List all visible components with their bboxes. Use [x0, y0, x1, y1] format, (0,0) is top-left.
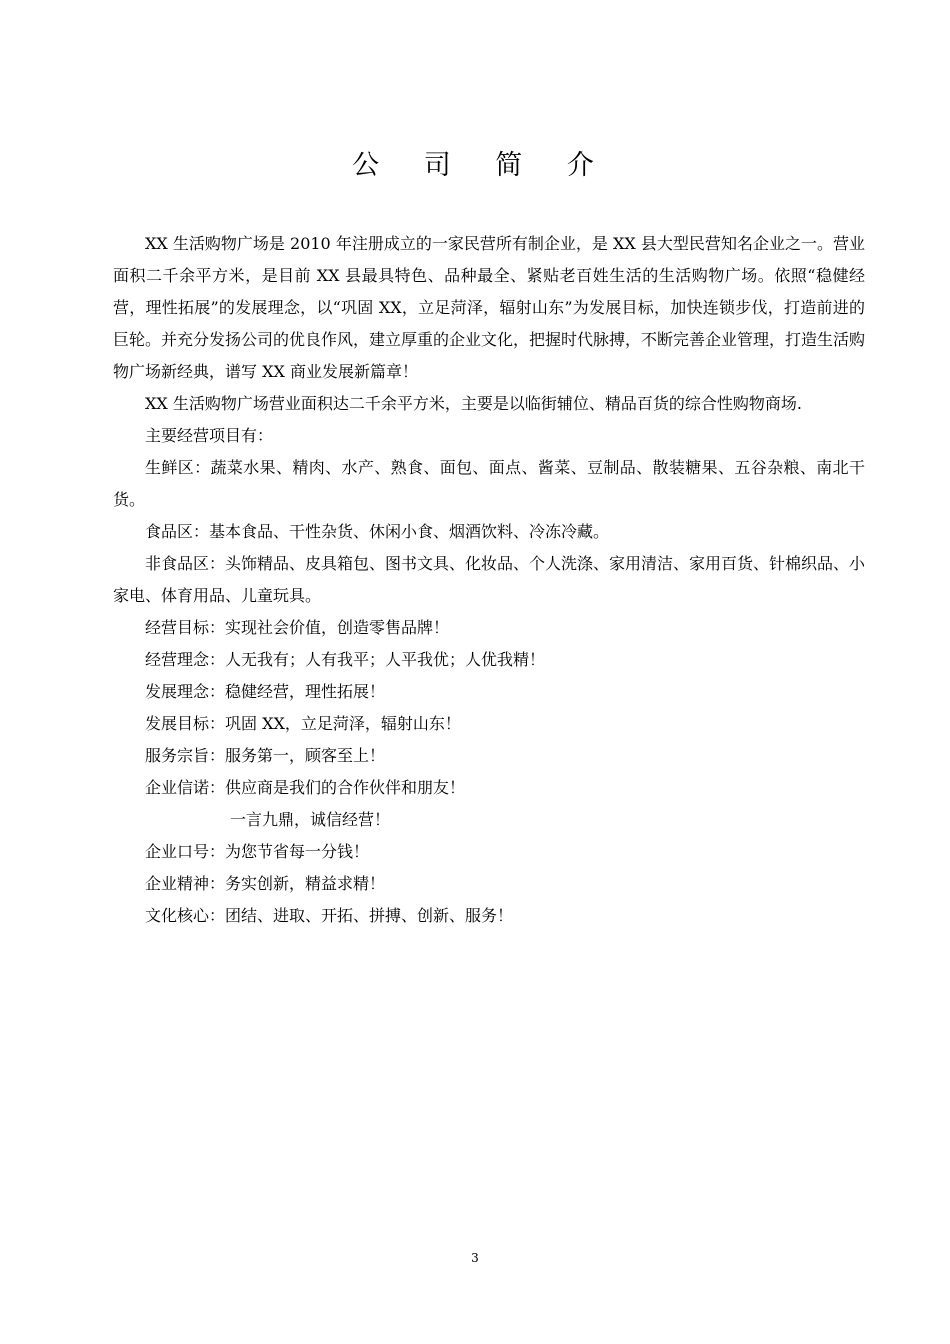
- motto-spirit: 企业精神：务实创新，精益求精！: [145, 874, 386, 893]
- motto-slogan: 企业口号：为您节省每一分钱！: [145, 842, 370, 861]
- motto-business-goal: 经营目标：实现社会价值，创造零售品牌！: [145, 618, 450, 637]
- intro-paragraph: XX 生活购物广场是 2010 年注册成立的一家民营所有制企业，是 XX 县大型民营知名企业之一。营业面积二千余平方米，是目前 XX 县最具特色、品种最全、紧贴老百姓生活的生活购物广场。依照“稳健经营，理性拓展”的发展理念，以“巩固 XX，立足菏泽，辐射山东”为发展目标，加快连锁步伐，打造前进的巨轮。并充分发扬公司的优良作风，建立厚重的企业文化，把握时代脉搏，不断完善企业管理，打造生活购物广场新经典，谱写 XX 商业发展新篇章！: [113, 234, 866, 381]
- motto-business-philosophy: 经营理念：人无我有；人有我平；人平我优；人优我精！: [145, 650, 546, 669]
- motto-promise-continued: 一言九鼎，诚信经营！: [230, 810, 391, 829]
- category-nonfood: 非食品区：头饰精品、皮具箱包、图书文具、化妆品、个人洗涤、家用清洁、家用百货、针棉织品、小家电、体育用品、儿童玩具。: [113, 554, 866, 605]
- page-number: 3: [471, 1251, 479, 1265]
- motto-development-philosophy: 发展理念：稳健经营，理性拓展！: [145, 682, 386, 701]
- page-title: 公 司 简 介: [352, 150, 612, 181]
- category-food: 食品区：基本食品、干性杂货、休闲小食、烟酒饮料、冷冻冷藏。: [145, 522, 610, 541]
- category-fresh: 生鲜区：蔬菜水果、精肉、水产、熟食、面包、面点、酱菜、豆制品、散装糖果、五谷杂粮、南北干货。: [113, 458, 865, 509]
- motto-culture-core: 文化核心：团结、进取、开拓、拼搏、创新、服务！: [145, 906, 514, 925]
- motto-development-goal: 发展目标：巩固 XX，立足菏泽，辐射山东！: [145, 714, 461, 733]
- area-paragraph: XX 生活购物广场营业面积达二千余平方米，主要是以临街辅位、精品百货的综合性购物商场.: [145, 394, 802, 413]
- motto-service-tenet: 服务宗旨：服务第一，顾客至上！: [145, 746, 386, 765]
- items-intro: 主要经营项目有：: [145, 426, 274, 445]
- motto-corporate-promise: 企业信诺：供应商是我们的合作伙伴和朋友！: [145, 778, 466, 797]
- document-body: [113, 228, 865, 932]
